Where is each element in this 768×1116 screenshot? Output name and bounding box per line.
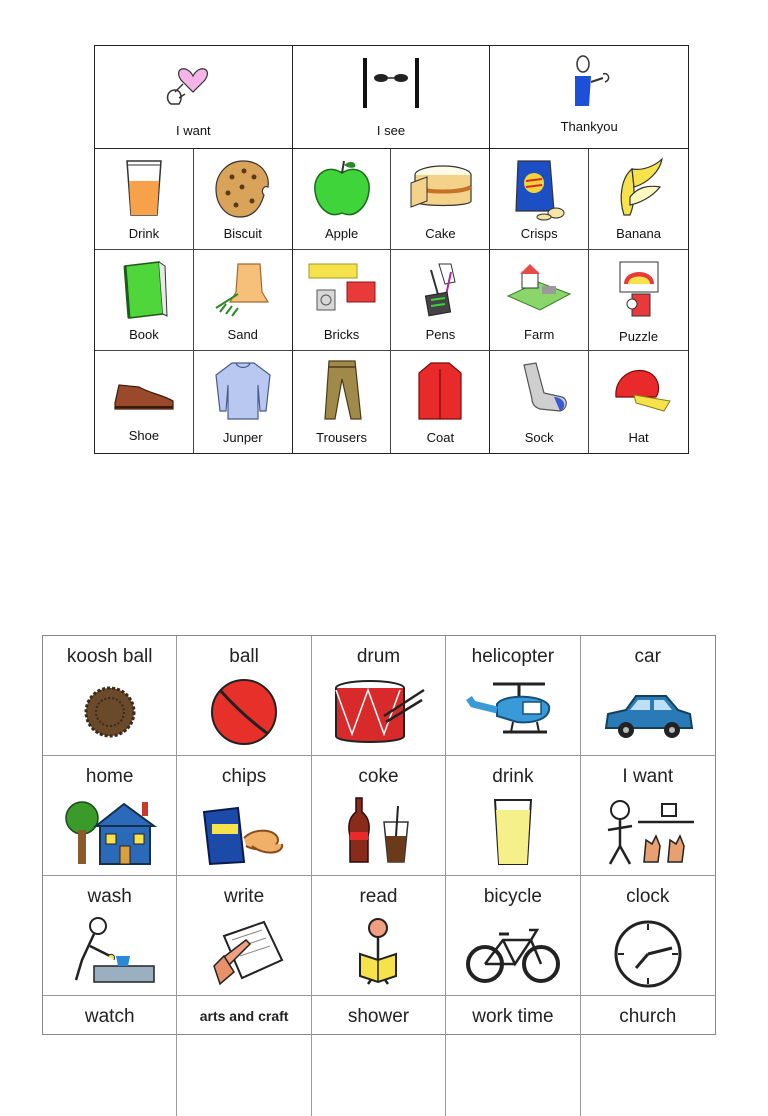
symbol-label: work time bbox=[472, 1006, 554, 1027]
symbol-label: Biscuit bbox=[223, 226, 262, 241]
ball-icon bbox=[194, 676, 294, 748]
symbol-label: Apple bbox=[324, 226, 359, 241]
symbol-cell-chips[interactable] bbox=[177, 756, 311, 875]
symbol-cell-shower[interactable] bbox=[312, 996, 446, 1116]
home-icon bbox=[60, 796, 160, 868]
symbol-cell-read[interactable] bbox=[312, 876, 446, 995]
read-icon bbox=[328, 916, 428, 988]
symbol-cell-helicopter[interactable] bbox=[446, 636, 580, 755]
symbol-label: church bbox=[619, 1006, 677, 1027]
i-see-eyes-icon bbox=[351, 54, 431, 120]
puzzle-icon bbox=[604, 258, 674, 322]
symbol-label: Sand bbox=[227, 327, 258, 342]
symbol-cell-trousers[interactable] bbox=[293, 351, 392, 453]
symbol-cell-i-want[interactable] bbox=[95, 46, 293, 148]
symbol-cell-i-want[interactable] bbox=[581, 756, 715, 875]
board2-row bbox=[43, 876, 715, 996]
symbol-label: bicycle bbox=[483, 886, 542, 907]
symbol-cell-banana[interactable] bbox=[589, 149, 688, 249]
symbol-label: I want bbox=[622, 766, 674, 787]
symbol-label: Trousers bbox=[316, 430, 367, 445]
symbol-label: shower bbox=[347, 1006, 410, 1027]
symbol-cell-wash[interactable] bbox=[43, 876, 177, 995]
symbol-label: Cake bbox=[425, 226, 456, 241]
symbol-label: Hat bbox=[628, 430, 649, 445]
symbol-label: chips bbox=[221, 766, 267, 787]
symbol-cell-bricks[interactable] bbox=[293, 250, 392, 350]
symbol-label: read bbox=[359, 886, 398, 907]
symbol-cell-home[interactable] bbox=[43, 756, 177, 875]
symbol-label: Banana bbox=[616, 226, 661, 241]
board1-row bbox=[95, 149, 688, 250]
cake-icon bbox=[405, 157, 475, 221]
symbol-label: Puzzle bbox=[619, 329, 659, 344]
bicycle-icon bbox=[463, 916, 563, 988]
symbol-cell-write[interactable] bbox=[177, 876, 311, 995]
symbol-label: coke bbox=[358, 766, 399, 787]
symbol-cell-sock[interactable] bbox=[490, 351, 589, 453]
symbol-label: Shoe bbox=[128, 428, 160, 443]
symbol-label: Thankyou bbox=[560, 119, 618, 134]
symbol-label: Book bbox=[129, 327, 159, 342]
sand-icon bbox=[208, 258, 278, 322]
symbol-label: Sock bbox=[524, 430, 554, 445]
banana-icon bbox=[604, 157, 674, 221]
symbol-label: Pens bbox=[425, 327, 456, 342]
i-want-sign-icon bbox=[153, 54, 233, 120]
jumper-icon bbox=[208, 359, 278, 423]
symbol-cell-thankyou[interactable] bbox=[490, 46, 688, 148]
biscuit-icon bbox=[208, 157, 278, 221]
helicopter-icon bbox=[463, 676, 563, 748]
symbol-cell-work-time[interactable] bbox=[446, 996, 580, 1116]
sock-icon bbox=[504, 359, 574, 423]
crisps-icon bbox=[504, 157, 574, 221]
drink-glass-icon bbox=[109, 157, 179, 221]
hat-icon bbox=[604, 359, 674, 423]
symbol-cell-farm[interactable] bbox=[490, 250, 589, 350]
symbol-cell-drink[interactable] bbox=[95, 149, 194, 249]
board1-top-row bbox=[95, 46, 688, 149]
symbol-cell-arts-and-craft[interactable] bbox=[177, 996, 311, 1116]
symbol-cell-biscuit[interactable] bbox=[194, 149, 293, 249]
symbol-label: I see bbox=[376, 123, 406, 138]
symbol-board-top bbox=[94, 45, 689, 454]
symbol-cell-shoe[interactable] bbox=[95, 351, 194, 453]
coke-icon bbox=[328, 796, 428, 868]
symbol-cell-drink[interactable] bbox=[446, 756, 580, 875]
symbol-cell-clock[interactable] bbox=[581, 876, 715, 995]
symbol-cell-puzzle[interactable] bbox=[589, 250, 688, 350]
trousers-icon bbox=[307, 359, 377, 423]
symbol-cell-ball[interactable] bbox=[177, 636, 311, 755]
drink-icon bbox=[463, 796, 563, 868]
apple-icon bbox=[307, 157, 377, 221]
board2-row bbox=[43, 636, 715, 756]
symbol-label: Crisps bbox=[520, 226, 558, 241]
symbol-cell-church[interactable] bbox=[581, 996, 715, 1116]
write-icon bbox=[194, 916, 294, 988]
drum-icon bbox=[328, 676, 428, 748]
shoe-icon bbox=[109, 359, 179, 423]
car-icon bbox=[598, 676, 698, 748]
symbol-cell-koosh-ball[interactable] bbox=[43, 636, 177, 755]
symbol-cell-hat[interactable] bbox=[589, 351, 688, 453]
bricks-icon bbox=[307, 258, 377, 322]
symbol-board-bottom bbox=[42, 635, 716, 1035]
book-icon bbox=[109, 258, 179, 322]
chips-icon bbox=[194, 796, 294, 868]
symbol-label: Farm bbox=[524, 327, 555, 342]
symbol-cell-book[interactable] bbox=[95, 250, 194, 350]
symbol-cell-crisps[interactable] bbox=[490, 149, 589, 249]
symbol-cell-coat[interactable] bbox=[391, 351, 490, 453]
symbol-label: helicopter bbox=[471, 646, 555, 667]
board2-row bbox=[43, 996, 715, 1116]
symbol-label: wash bbox=[87, 886, 132, 907]
symbol-cell-drum[interactable] bbox=[312, 636, 446, 755]
symbol-cell-jumper[interactable] bbox=[194, 351, 293, 453]
i-want-icon bbox=[598, 796, 698, 868]
symbol-label: koosh ball bbox=[66, 646, 153, 667]
symbol-label: Junper bbox=[222, 430, 263, 445]
symbol-label: clock bbox=[626, 886, 670, 907]
symbol-cell-i-see[interactable] bbox=[293, 46, 491, 148]
symbol-cell-pens[interactable] bbox=[391, 250, 490, 350]
symbol-label: drink bbox=[492, 766, 534, 787]
symbol-label: write bbox=[224, 886, 265, 907]
symbol-cell-bicycle[interactable] bbox=[446, 876, 580, 995]
symbol-label: Bricks bbox=[323, 327, 360, 342]
symbol-cell-coke[interactable] bbox=[312, 756, 446, 875]
coat-icon bbox=[405, 359, 475, 423]
symbol-label: drum bbox=[356, 646, 401, 667]
symbol-label: watch bbox=[84, 1006, 135, 1027]
symbol-label: arts and craft bbox=[199, 1008, 289, 1024]
symbol-label: home bbox=[85, 766, 134, 787]
symbol-cell-cake[interactable] bbox=[391, 149, 490, 249]
wash-icon bbox=[60, 916, 160, 988]
clock-icon bbox=[598, 916, 698, 988]
pens-icon bbox=[405, 258, 475, 322]
board1-row bbox=[95, 250, 688, 351]
symbol-label: ball bbox=[229, 646, 259, 667]
board2-row bbox=[43, 756, 715, 876]
symbol-cell-watch[interactable] bbox=[43, 996, 177, 1116]
symbol-label: Coat bbox=[426, 430, 455, 445]
symbol-label: car bbox=[634, 646, 661, 667]
farm-icon bbox=[504, 258, 574, 322]
symbol-label: I want bbox=[175, 123, 211, 138]
symbol-cell-apple[interactable] bbox=[293, 149, 392, 249]
symbol-cell-car[interactable] bbox=[581, 636, 715, 755]
thankyou-sign-icon bbox=[549, 54, 629, 120]
symbol-label: Drink bbox=[128, 226, 160, 241]
koosh-ball-icon bbox=[60, 676, 160, 748]
board1-row bbox=[95, 351, 688, 453]
symbol-cell-sand[interactable] bbox=[194, 250, 293, 350]
